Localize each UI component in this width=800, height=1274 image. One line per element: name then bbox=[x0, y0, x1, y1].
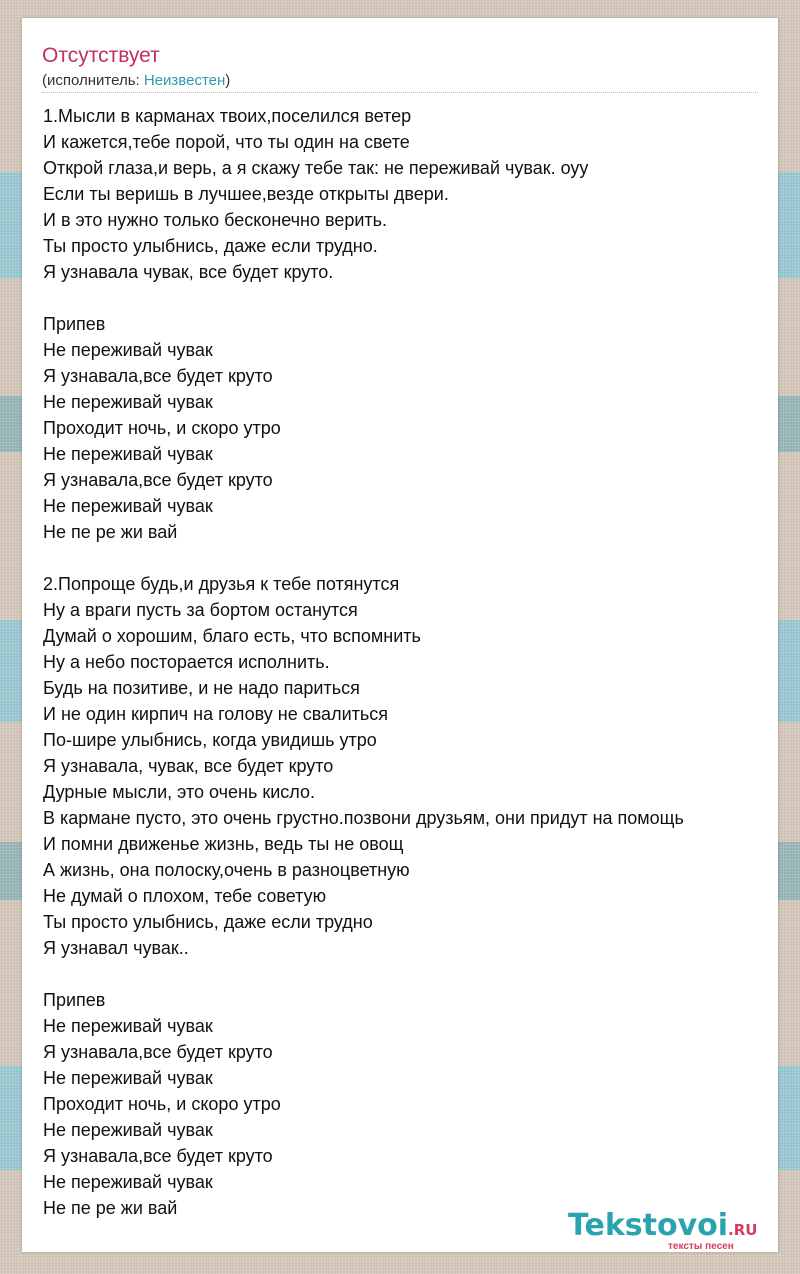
lyric-line: Припев bbox=[43, 314, 106, 334]
lyric-line: Не пе ре жи вай bbox=[43, 1198, 178, 1218]
lyrics-card bbox=[22, 18, 778, 1252]
blank-line bbox=[43, 285, 783, 311]
blank-line bbox=[43, 961, 783, 987]
lyric-line: Проходит ночь, и скоро утро bbox=[43, 418, 281, 438]
lyric-line: Не переживай чувак bbox=[43, 1068, 213, 1088]
lyric-line: 2.Попроще будь,и друзья к тебе потянутся bbox=[43, 574, 400, 594]
artist-line bbox=[42, 72, 230, 90]
lyric-line: Не переживай чувак bbox=[43, 340, 213, 360]
lyric-line: Ну а небо посторается исполнить. bbox=[43, 652, 330, 672]
title-divider bbox=[42, 92, 758, 93]
lyric-line: Ты просто улыбнись, даже если трудно bbox=[43, 912, 373, 932]
lyric-line: Не переживай чувак bbox=[43, 1016, 213, 1036]
artist-suffix: ) bbox=[225, 72, 231, 89]
lyric-line: Ну а враги пусть за бортом останутся bbox=[43, 600, 358, 620]
lyric-line: По-шире улыбнись, когда увидишь утро bbox=[43, 730, 377, 750]
lyric-line: Ты просто улыбнись, даже если трудно. bbox=[43, 236, 378, 256]
lyric-line: Не пе ре жи вай bbox=[43, 522, 178, 542]
lyric-line: Не переживай чувак bbox=[43, 444, 213, 464]
lyric-line: Не переживай чувак bbox=[43, 1172, 213, 1192]
lyric-line: Проходит ночь, и скоро утро bbox=[43, 1094, 281, 1114]
logo-tagline: тексты песен bbox=[668, 1241, 734, 1252]
lyric-line: 1.Мысли в карманах твоих,поселился ветер bbox=[43, 106, 412, 126]
lyric-line: Припев bbox=[43, 990, 106, 1010]
lyric-line: И кажется,тебе порой, что ты один на свете bbox=[43, 132, 410, 152]
lyric-line: А жизнь, она полоску,очень в разноцветную bbox=[43, 860, 410, 880]
artist-link[interactable]: Неизвестен bbox=[143, 72, 226, 89]
lyric-line: Открой глаза,и верь, а я скажу тебе так: не переживай чувак. оуу bbox=[43, 158, 589, 178]
lyric-line: Не переживай чувак bbox=[43, 496, 213, 516]
lyric-line: В кармане пусто, это очень грустно.позвони друзьям, они придут на помощь bbox=[43, 808, 684, 828]
lyric-line: Я узнавала,все будет круто bbox=[43, 1146, 273, 1166]
lyric-line: Я узнавала,все будет круто bbox=[43, 470, 273, 490]
lyric-line: Не переживай чувак bbox=[43, 392, 213, 412]
lyric-line: Я узнавала, чувак, все будет круто bbox=[43, 756, 334, 776]
lyric-line: Думай о хорошим, благо есть, что вспомнить bbox=[43, 626, 421, 646]
song-title: Отсутствует bbox=[42, 44, 160, 67]
lyric-line: Дурные мысли, это очень кисло. bbox=[43, 782, 315, 802]
lyric-line: Я узнавала,все будет круто bbox=[43, 366, 273, 386]
site-logo[interactable] bbox=[568, 1208, 778, 1252]
lyric-line: И помни движенье жизнь, ведь ты не овощ bbox=[43, 834, 404, 854]
lyric-line: Будь на позитиве, и не надо париться bbox=[43, 678, 360, 698]
lyric-line: И в это нужно только бесконечно верить. bbox=[43, 210, 388, 230]
lyric-line: Я узнавал чувак.. bbox=[43, 938, 189, 958]
blank-line bbox=[43, 545, 783, 571]
lyric-line: Не думай о плохом, тебе советую bbox=[43, 886, 327, 906]
artist-prefix: (исполнитель: bbox=[42, 72, 144, 89]
logo-brand: Tekstovoi bbox=[568, 1208, 729, 1243]
lyrics-text bbox=[43, 103, 783, 1221]
lyric-line: И не один кирпич на голову не свалиться bbox=[43, 704, 388, 724]
lyric-line: Если ты веришь в лучшее,везде открыты двери. bbox=[43, 184, 449, 204]
logo-domain: .RU bbox=[728, 1221, 758, 1239]
lyric-line: Я узнавала,все будет круто bbox=[43, 1042, 273, 1062]
lyric-line: Я узнавала чувак, все будет круто. bbox=[43, 262, 334, 282]
lyric-line: Не переживай чувак bbox=[43, 1120, 213, 1140]
